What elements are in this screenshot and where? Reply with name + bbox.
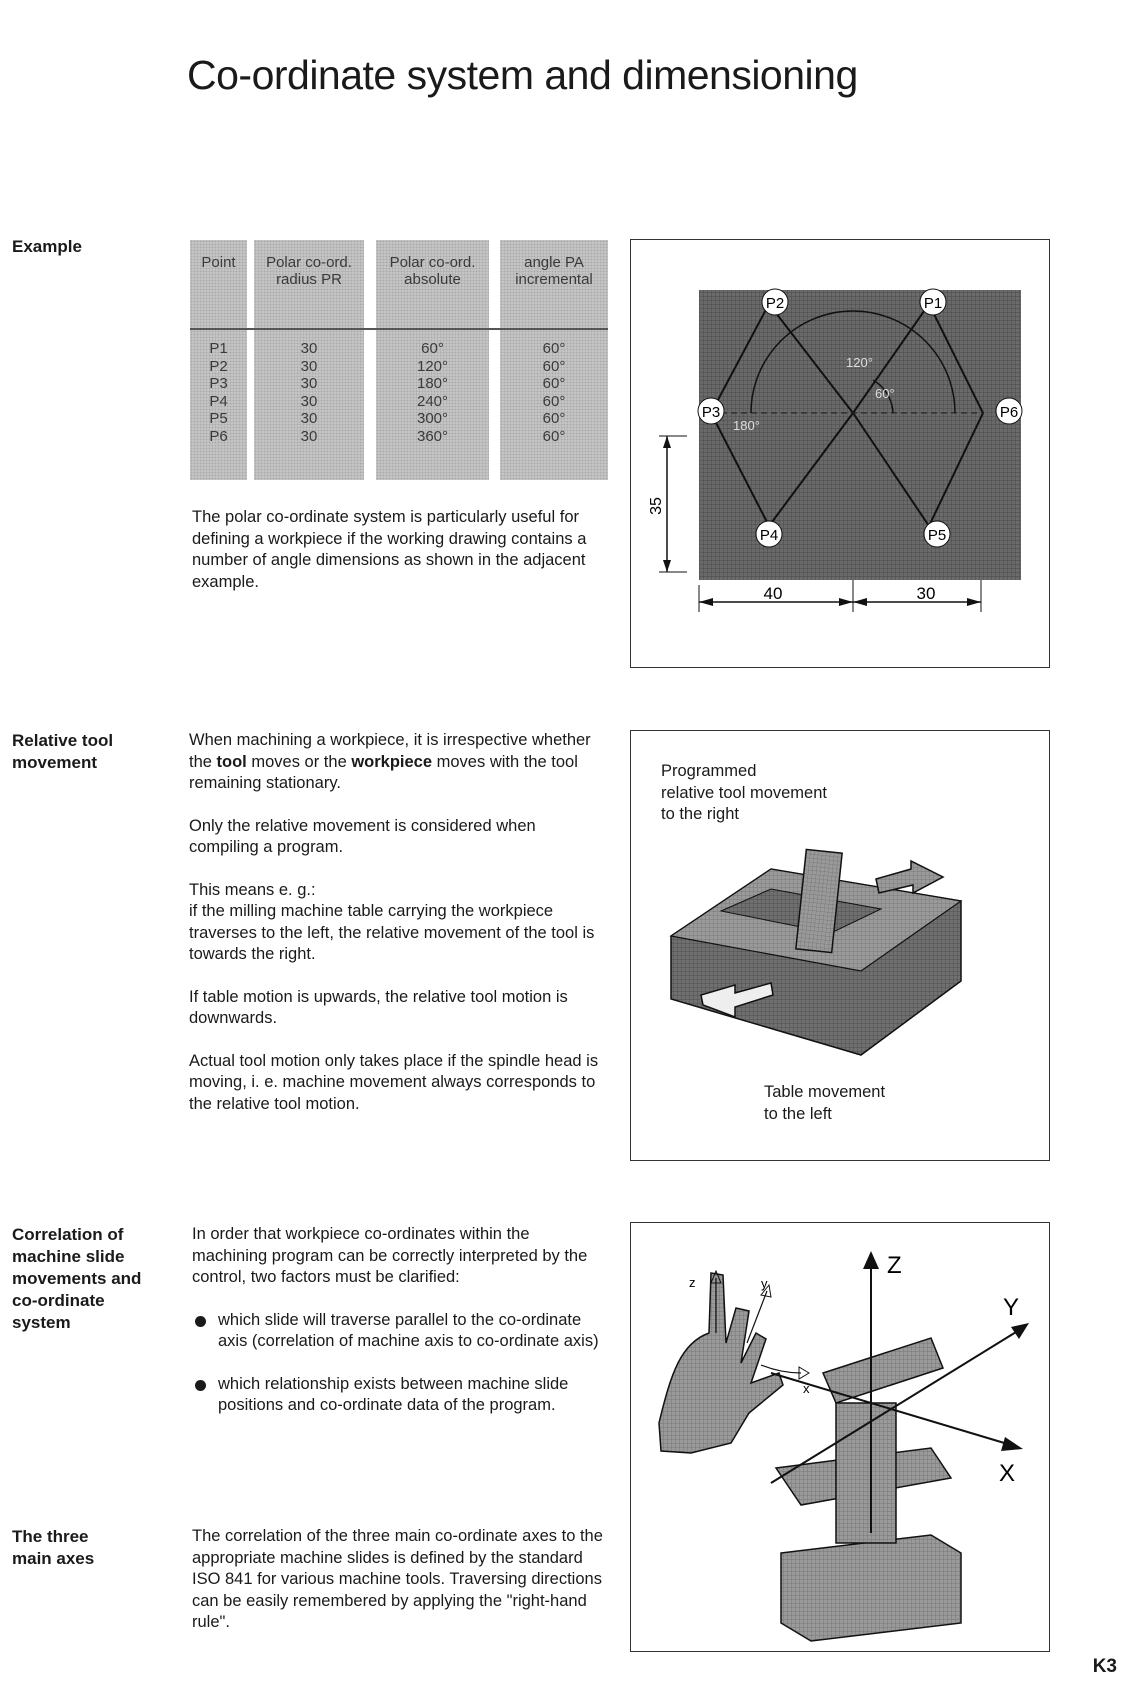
- caption-programmed: Programmed relative tool movement to the right: [661, 762, 827, 823]
- correlation-label: Correlation of machine slide movements and co-ordinate system: [12, 1225, 142, 1332]
- machine-figure: [630, 1222, 1050, 1652]
- relative-label-line: Relative tool: [12, 731, 114, 750]
- relative-text: [189, 730, 609, 1136]
- angle-label-60: 60°: [875, 386, 895, 401]
- dim-label-40: 40: [763, 584, 783, 603]
- table-cell: 60°: [542, 427, 566, 445]
- hand-y-label: y: [761, 1276, 768, 1291]
- table-column-incremental: [500, 240, 608, 480]
- point-label-p3: [698, 398, 724, 424]
- table-cell: 30: [300, 340, 318, 357]
- machine-drawing: [631, 1223, 1048, 1650]
- table-column-absolute: [376, 240, 489, 480]
- table-column-point: [190, 240, 247, 480]
- table-cell: 60°: [542, 375, 566, 392]
- point-label-p5: [924, 521, 950, 547]
- correlation-intro: In order that workpiece co-ordinates within the machining program can be correctly interpreted by the control, two factors must be clarified:: [192, 1225, 588, 1286]
- caption-table-movement: Table movement to the left: [764, 1083, 886, 1123]
- polar-drawing: [631, 240, 1048, 666]
- table-header-incremental: angle PA incremental: [515, 254, 593, 288]
- right-hand-icon: [659, 1273, 783, 1453]
- relative-label-line: movement: [12, 753, 98, 772]
- table-divider: [190, 328, 608, 330]
- z-axis-label: Z: [887, 1252, 902, 1279]
- table-cell: 60°: [542, 340, 566, 357]
- table-cell: P6: [209, 427, 228, 445]
- page-number: K3: [1092, 1656, 1117, 1677]
- table-cell: P4: [209, 392, 228, 410]
- three-axes-label: The three main axes: [12, 1527, 95, 1568]
- table-cell: 180°: [416, 375, 449, 392]
- svg-text:P3: P3: [701, 404, 721, 421]
- table-cell: 240°: [416, 392, 449, 410]
- table-cell: 300°: [416, 410, 449, 427]
- table-cell: 60°: [542, 357, 566, 375]
- table-cell: P3: [209, 375, 228, 392]
- table-cell: 30: [300, 410, 318, 427]
- table-cell: 60°: [542, 410, 566, 427]
- dim-label-30: 30: [916, 584, 936, 603]
- svg-text:P2: P2: [765, 295, 785, 312]
- arrow-right-icon: [876, 861, 943, 893]
- svg-text:P1: P1: [923, 295, 943, 312]
- relative-paragraph-1: When machining a workpiece, it is irrespective whether the tool moves or the workpiece moves with the tool remaining stationary.: [189, 731, 591, 792]
- machine-base: [781, 1535, 961, 1641]
- hand-x-label: x: [803, 1381, 810, 1396]
- example-text: The polar co-ordinate system is particularly useful for defining a workpiece if the working drawing contains a number of angle dimensions as shown in the adjacent example.: [192, 508, 587, 591]
- table-header-radius: Polar co-ord. radius PR: [266, 254, 352, 288]
- svg-text:P4: P4: [759, 527, 779, 544]
- table-header-point: Point: [201, 254, 236, 271]
- table-cell: 30: [300, 427, 318, 445]
- dim-label-35: 35: [648, 497, 665, 515]
- list-item: which slide will traverse parallel to the co-ordinate axis (correlation of machine axis to co-ordinate axis): [192, 1310, 607, 1353]
- relative-label: [12, 730, 113, 774]
- workpiece-drawing: [661, 831, 991, 1071]
- three-axes-text: The correlation of the three main co-ordinate axes to the appropriate machine slides is defined by the standard ISO 841 for various machine tools. Traversing directions can be easily remembered by applying the "right-hand rule".: [192, 1527, 603, 1631]
- table-cell: P1: [209, 340, 228, 357]
- table-cell: 120°: [416, 357, 449, 375]
- svg-text:P5: P5: [927, 527, 947, 544]
- point-label-p6: [996, 398, 1022, 424]
- list-item: which relationship exists between machine slide positions and co-ordinate data of the program.: [192, 1374, 607, 1417]
- angle-label-180: 180°: [733, 418, 760, 433]
- workpiece-emphasis: workpiece: [351, 752, 433, 771]
- angle-label-120: 120°: [846, 355, 873, 370]
- table-cell: 30: [300, 375, 318, 392]
- tool-emphasis: tool: [216, 752, 247, 771]
- table-cell: P2: [209, 357, 228, 375]
- table-cell: 60°: [421, 340, 444, 357]
- point-label-p2: [762, 289, 788, 315]
- relative-paragraph-2: Only the relative movement is considered when compiling a program.: [189, 816, 536, 856]
- table-cell: 30: [300, 392, 318, 410]
- polar-figure: [630, 239, 1050, 668]
- table-header-absolute: Polar co-ord. absolute: [389, 254, 476, 288]
- hand-z-label: z: [689, 1275, 696, 1290]
- table-cell: P5: [209, 410, 228, 427]
- table-cell: 360°: [416, 427, 449, 445]
- table-cell: 60°: [542, 392, 566, 410]
- polar-coordinate-table: [190, 240, 608, 480]
- y-axis-label: Y: [1003, 1294, 1020, 1321]
- point-label-p4: [756, 521, 782, 547]
- svg-text:P6: P6: [999, 404, 1019, 421]
- point-label-p1: [920, 289, 946, 315]
- table-column-radius: [254, 240, 364, 480]
- correlation-text: [192, 1224, 607, 1438]
- relative-paragraph-3: This means e. g.: if the milling machine table carrying the workpiece traverses to the left, the relative movement of the tool is towards the right.: [189, 880, 595, 963]
- x-axis-label: X: [999, 1460, 1016, 1487]
- relative-paragraph-4: If table motion is upwards, the relative tool motion is downwards.: [189, 987, 568, 1027]
- relative-figure: [630, 730, 1050, 1161]
- page-title: Co-ordinate system and dimensioning: [187, 52, 858, 98]
- table-cell: 30: [300, 357, 318, 375]
- relative-paragraph-5: Actual tool motion only takes place if the spindle head is moving, i. e. machine movement always corresponds to the relative tool motion.: [189, 1051, 599, 1113]
- example-label: Example: [12, 237, 82, 256]
